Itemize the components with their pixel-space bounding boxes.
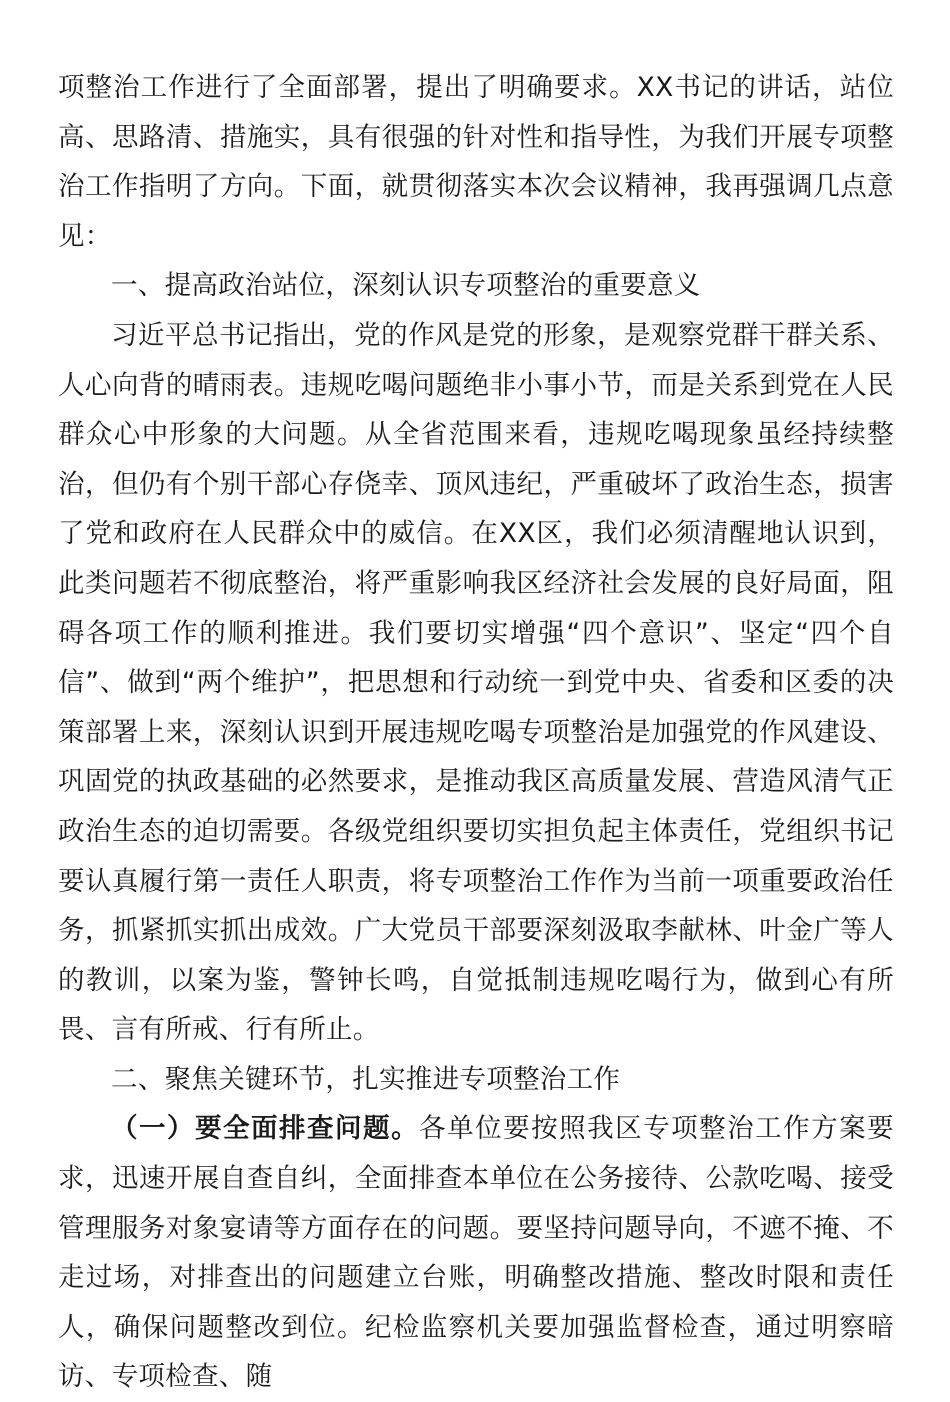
subsection-lead: （一）要全面排查问题。: [111, 1113, 420, 1145]
section-2-body: [58, 1104, 894, 1402]
subsection-text: 各单位要按照我区专项整治工作方案要求，迅速开展自查自纠，全面排查本单位在公务接待、公款吃喝、接受管理服务对象宴请等方面存在的问题。要坚持问题导向，不遮不掩、不走过场，对排查出的问题建立台账，明确整改措施、整改时限和责任人，确保问题整改到位。纪检监察机关要加强监督检查，通过明察暗访、专项检查、随: [58, 1113, 894, 1393]
document-page: [58, 63, 894, 1402]
section-heading-2: 二、聚焦关键环节，扎实推进专项整治工作: [111, 1063, 621, 1095]
intro-paragraph: 项整治工作进行了全面部署，提出了明确要求。XX书记的讲话，站位高、思路清、措施实，具有很强的针对性和指导性，为我们开展专项整治工作指明了方向。下面，就贯彻落实本次会议精神，我再强调几点意见：: [58, 72, 894, 252]
section-heading-1: 一、提高政治站位，深刻认识专项整治的重要意义: [111, 270, 701, 302]
section-1-body: 习近平总书记指出，党的作风是党的形象，是观察党群干群关系、人心向背的晴雨表。违规吃喝问题绝非小事小节，而是关系到党在人民群众心中形象的大问题。从全省范围来看，违规吃喝现象虽经持续整治，但仍有个别干部心存侥幸、顶风违纪，严重破坏了政治生态，损害了党和政府在人民群众中的威信。在XX区，我们必须清醒地认识到，此类问题若不彻底整治，将严重影响我区经济社会发展的良好局面，阻碍各项工作的顺利推进。我们要切实增强“四个意识”、坚定“四个自信”、做到“两个维护”，把思想和行动统一到党中央、省委和区委的决策部署上来，深刻认识到开展违规吃喝专项整治是加强党的作风建设、巩固党的执政基础的必然要求，是推动我区高质量发展、营造风清气正政治生态的迫切需要。各级党组织要切实担负起主体责任，党组织书记要认真履行第一责任人职责，将专项整治工作作为当前一项重要政治任务，抓紧抓实抓出成效。广大党员干部要深刻汲取李献林、叶金广等人的教训，以案为鉴，警钟长鸣，自觉抵制违规吃喝行为，做到心有所畏、言有所戒、行有所止。: [58, 319, 894, 1046]
